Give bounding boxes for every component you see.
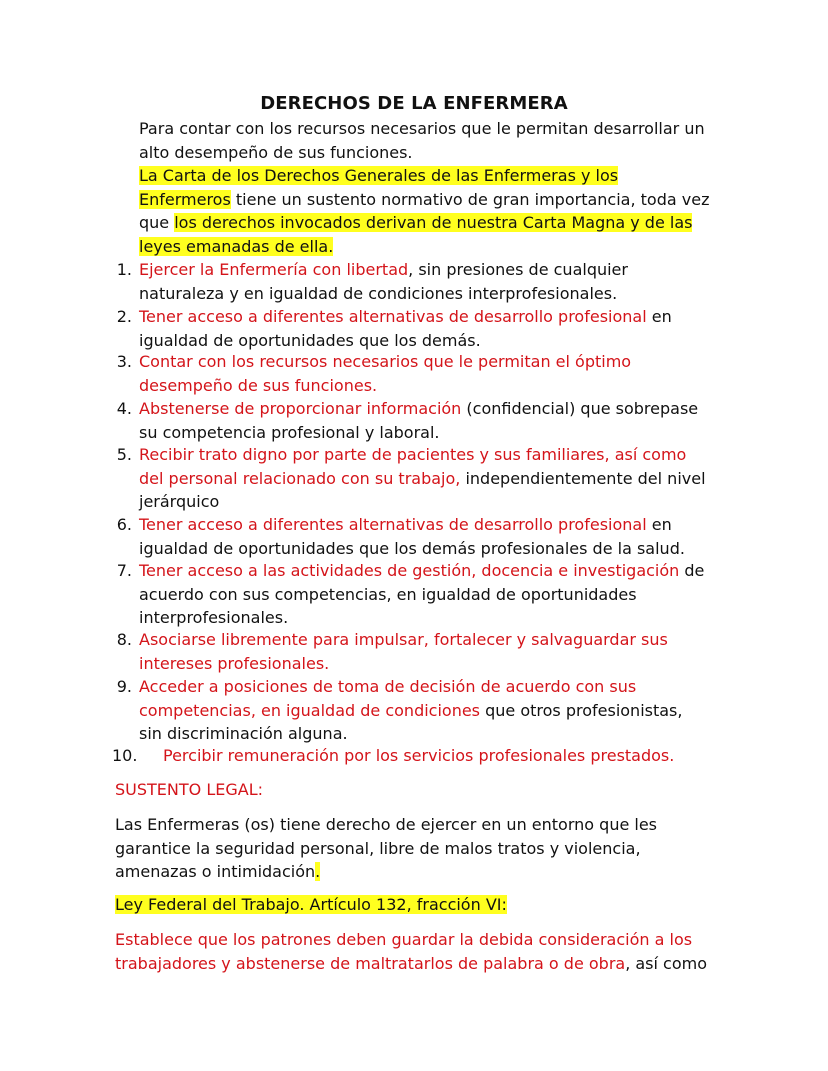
list-number: 2.	[116, 307, 132, 326]
list-item	[139, 305, 672, 352]
intro-line	[139, 211, 709, 235]
right-text: Percibir remuneración por los servicios profesionales prestados.	[163, 746, 675, 765]
highlighted-text: .	[315, 862, 321, 881]
right-text: trabajadores y abstenerse de maltratarlos de palabra o de obra	[115, 953, 626, 973]
item-text: sin discriminación alguna.	[139, 724, 348, 743]
list-number: 10.	[112, 746, 138, 765]
list-number: 8.	[116, 630, 132, 649]
list-number: 6.	[116, 515, 132, 534]
right-text: Asociarse libremente para impulsar, fortalecer y salvaguardar sus	[139, 630, 668, 649]
item-text: igualdad de oportunidades que los demás profesionales de la salud.	[139, 538, 685, 558]
document-title: DERECHOS DE LA ENFERMERA	[260, 93, 568, 114]
right-text: Tener acceso a diferentes alternativas de desarrollo profesional	[139, 307, 647, 326]
right-text: del personal relacionado con su trabajo,	[139, 468, 461, 488]
list-item	[139, 258, 628, 305]
right-text: Recibir trato digno por parte de pacientes y sus familiares, así como	[139, 445, 687, 464]
list-number: 9.	[116, 677, 132, 696]
legal-heading: SUSTENTO LEGAL:	[115, 780, 263, 799]
intro-line	[139, 235, 709, 259]
right-text: Abstenerse de proporcionar información	[139, 399, 462, 418]
right-text: intereses profesionales.	[139, 653, 330, 673]
right-text: Tener acceso a las actividades de gestión, docencia e investigación	[139, 561, 680, 580]
right-text: Contar con los recursos necesarios que le permitan el óptimo	[139, 352, 632, 371]
list-item	[139, 397, 698, 444]
intro-line: alto desempeño de sus funciones.	[139, 142, 413, 162]
item-text: interprofesionales.	[139, 608, 289, 627]
highlighted-text: La Carta de los Derechos Generales de las Enfermeras y los	[139, 166, 619, 185]
item-text: jerárquico	[139, 492, 220, 511]
item-text: que otros profesionistas,	[480, 700, 683, 720]
legal-text: garantice la seguridad personal, libre de malos tratos y violencia,	[115, 838, 641, 858]
list-item	[139, 443, 706, 514]
right-text: desempeño de sus funciones.	[139, 375, 378, 395]
item-text: en	[646, 515, 672, 534]
intro-paragraph	[139, 117, 709, 258]
intro-text: que	[139, 213, 175, 232]
right-text: Tener acceso a diferentes alternativas de desarrollo profesional	[139, 515, 647, 534]
highlighted-text: Ley Federal del Trabajo. Artículo 132, fracción VI:	[115, 895, 507, 914]
item-text: (confidencial) que sobrepase	[461, 399, 699, 418]
right-text: Acceder a posiciones de toma de decisión de acuerdo con sus	[139, 677, 637, 696]
list-number: 3.	[116, 352, 132, 371]
intro-line	[139, 164, 709, 188]
legal-text: amenazas o intimidación	[115, 862, 316, 881]
highlighted-text: leyes emanadas de ella.	[139, 236, 334, 256]
list-item	[139, 350, 631, 397]
list-number: 4.	[116, 399, 132, 418]
right-text: Establece que los patrones deben guardar la debida consideración a los	[115, 930, 693, 949]
list-item	[139, 513, 685, 560]
intro-line: Para contar con los recursos necesarios que le permitan desarrollar un	[139, 119, 705, 138]
item-text: naturaleza y en igualdad de condiciones interprofesionales.	[139, 283, 618, 303]
highlighted-text: Enfermeros	[139, 189, 231, 209]
item-text: su competencia profesional y laboral.	[139, 422, 440, 442]
list-item	[163, 744, 674, 768]
legal-text: , así como	[625, 953, 708, 973]
item-text: independientemente del nivel	[460, 468, 706, 488]
list-item	[139, 675, 682, 746]
item-text: de	[679, 561, 705, 580]
law-reference	[115, 893, 507, 917]
highlighted-text: los derechos invocados derivan de nuestra Carta Magna y de las	[174, 213, 693, 232]
right-text: Ejercer la Enfermería con libertad	[139, 260, 409, 279]
list-number: 5.	[116, 445, 132, 464]
item-text: acuerdo con sus competencias, en igualdad de oportunidades	[139, 584, 637, 604]
list-number: 1.	[116, 260, 132, 279]
item-text: igualdad de oportunidades que los demás.	[139, 330, 481, 350]
right-text: competencias, en igualdad de condiciones	[139, 700, 481, 720]
intro-line	[139, 188, 709, 212]
item-text: en	[646, 307, 672, 326]
list-item	[139, 559, 704, 630]
intro-text: tiene un sustento normativo de gran importancia, toda vez	[230, 189, 710, 209]
legal-text: Las Enfermeras (os) tiene derecho de ejercer en un entorno que les	[115, 815, 658, 834]
law-paragraph	[115, 928, 707, 975]
item-text: , sin presiones de cualquier	[408, 260, 628, 279]
legal-paragraph	[115, 813, 657, 884]
list-item	[139, 628, 668, 675]
list-number: 7.	[116, 561, 132, 580]
